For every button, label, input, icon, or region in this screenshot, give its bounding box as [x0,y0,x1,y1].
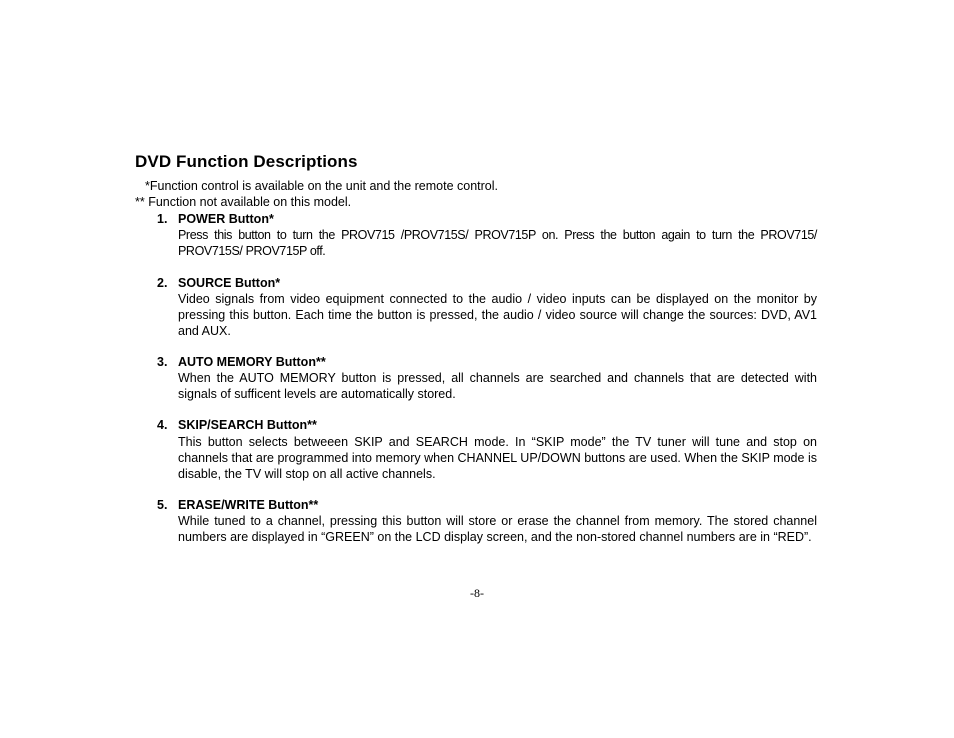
page-number: -8- [470,586,484,600]
item-description: When the AUTO MEMORY button is pressed, all channels are searched and channels that are detected with signals of sufficent levels are automatically stored. [178,371,817,401]
item-number: 3. [157,355,168,369]
item-heading [157,354,817,370]
item-erase-write-button [157,497,817,545]
item-description: Press this button to turn the PROV715 /PROV715S/ PROV715P on. Press the button again to turn the PROV715/ PROV715S/ PROV715P off. [178,228,817,258]
item-heading [157,497,817,513]
item-description: While tuned to a channel, pressing this button will store or erase the channel from memory. The stored channel numbers are displayed in “GREEN” on the LCD display screen, and the non-stored channel numbers are in “RED”. [178,514,817,544]
item-number: 4. [157,418,168,432]
item-heading [157,417,817,433]
item-title: SOURCE Button* [178,276,281,290]
page-title: DVD Function Descriptions [135,152,358,171]
note-unit-remote: *Function control is available on the unit and the remote control. [145,179,498,193]
item-title: POWER Button* [178,212,274,226]
item-power-button [157,211,817,259]
item-title: SKIP/SEARCH Button** [178,418,317,432]
item-number: 1. [157,212,168,226]
item-heading [157,275,817,291]
item-source-button [157,275,817,339]
item-title: ERASE/WRITE Button** [178,498,319,512]
note-not-available: ** Function not available on this model. [135,195,352,209]
item-description: Video signals from video equipment connected to the audio / video inputs can be displayed on the monitor by pressing this button. Each time the button is pressed, the audio / video source will change the sources: DVD, AV1 and AUX. [178,292,817,338]
item-number: 2. [157,276,168,290]
item-heading [157,211,817,227]
item-skip-search-button [157,417,817,482]
item-auto-memory-button [157,354,817,402]
item-title: AUTO MEMORY Button** [178,355,326,369]
item-number: 5. [157,498,168,512]
item-description: This button selects betweeen SKIP and SEARCH mode. In “SKIP mode” the TV tuner will tune and stop on channels that are programmed into memory when CHANNEL UP/DOWN buttons are used. When the SKIP mode is disable, the TV will stop on all active channels. [178,435,817,481]
